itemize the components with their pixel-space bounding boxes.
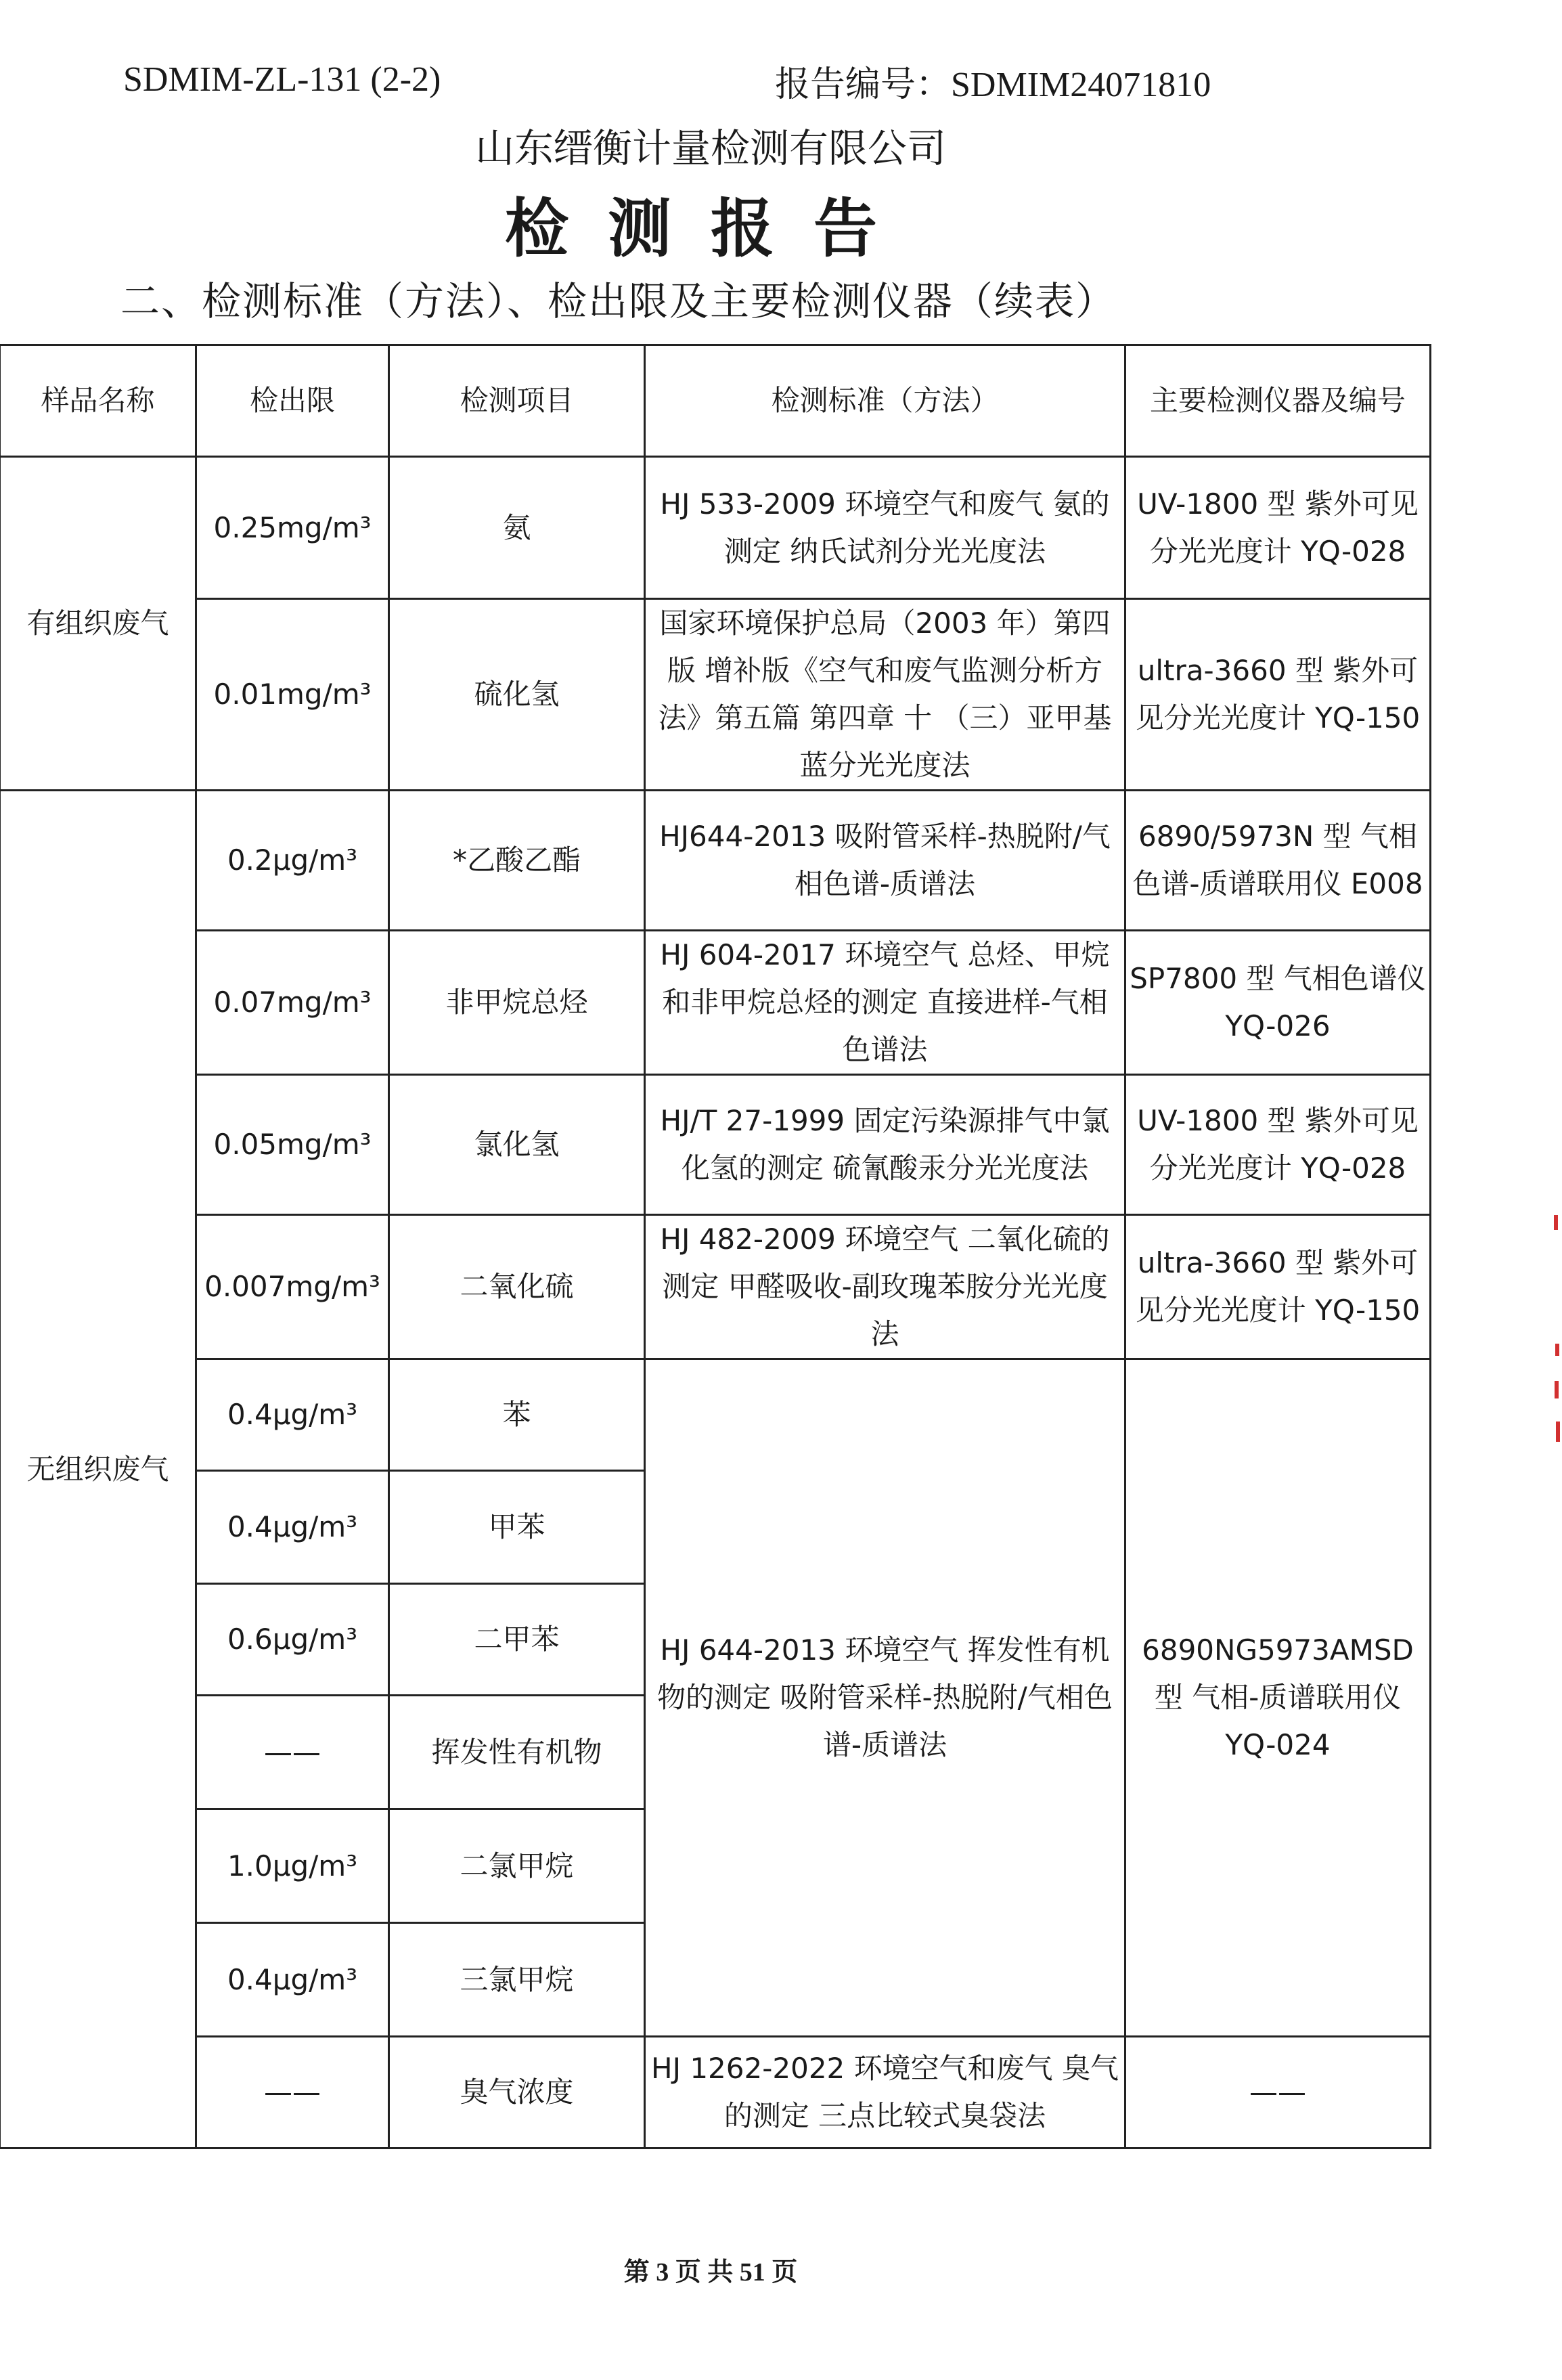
header-detection-limit: 检出限 [196,345,389,457]
header-test-standard: 检测标准（方法） [645,345,1125,457]
table-row [0,1359,1431,1471]
instrument: —— [1125,2037,1431,2148]
test-standard: HJ/T 27-1999 固定污染源排气中氯化氢的测定 硫氰酸汞分光光度法 [645,1075,1125,1215]
test-item: 三氯甲烷 [389,1923,645,2037]
detection-limit: 0.6μg/m³ [196,1584,389,1696]
detection-limit: 0.07mg/m³ [196,931,389,1075]
test-standard: HJ 604-2017 环境空气 总烃、甲烷和非甲烷总烃的测定 直接进样-气相色谱法 [645,931,1125,1075]
instrument: ultra-3660 型 紫外可见分光光度计 YQ-150 [1125,1215,1431,1359]
detection-limit: 1.0μg/m³ [196,1809,389,1923]
test-standard: HJ 1262-2022 环境空气和废气 臭气的测定 三点比较式臭袋法 [645,2037,1125,2148]
test-item: 挥发性有机物 [389,1696,645,1809]
document-code: SDMIM-ZL-131 (2-2) [123,60,441,99]
test-item: 臭气浓度 [389,2037,645,2148]
test-item: 二氯甲烷 [389,1809,645,1923]
detection-limit: —— [196,2037,389,2148]
seal-edge-mark [1556,1422,1560,1442]
table-header-row [0,345,1431,457]
detection-limit: 0.01mg/m³ [196,599,389,791]
standards-table [0,344,1431,2149]
voc-instrument: 6890NG5973AMSD 型 气相-质谱联用仪 YQ-024 [1125,1359,1431,2037]
section-title: 二、检测标准（方法）、检出限及主要检测仪器（续表） [120,278,1117,324]
table-row [0,1075,1431,1215]
detection-limit: —— [196,1696,389,1809]
test-item: 氯化氢 [389,1075,645,1215]
header-test-item: 检测项目 [389,345,645,457]
test-standard: HJ 482-2009 环境空气 二氧化硫的测定 甲醛吸收-副玫瑰苯胺分光光度法 [645,1215,1125,1359]
table-row [0,599,1431,791]
detection-limit: 0.05mg/m³ [196,1075,389,1215]
test-item: 硫化氢 [389,599,645,791]
test-standard: 国家环境保护总局（2003 年）第四版 增补版《空气和废气监测分析方法》第五篇 第四章 十 （三）亚甲基蓝分光光度法 [645,599,1125,791]
company-name: 山东缙衡计量检测有限公司 [474,125,946,171]
instrument: 6890/5973N 型 气相色谱-质谱联用仪 E008 [1125,791,1431,931]
table-row [0,2037,1431,2148]
detection-limit: 0.4μg/m³ [196,1923,389,2037]
instrument: ultra-3660 型 紫外可见分光光度计 YQ-150 [1125,599,1431,791]
seal-edge-mark [1555,1344,1559,1356]
table-row [0,1215,1431,1359]
table-row [0,457,1431,599]
report-number: 报告编号：SDMIM24071810 [775,66,1211,104]
page-number: 第 3 页 共 51 页 [623,2258,798,2287]
test-item: 二氧化硫 [389,1215,645,1359]
detection-limit: 0.25mg/m³ [196,457,389,599]
test-item: 甲苯 [389,1471,645,1584]
test-item: 非甲烷总烃 [389,931,645,1075]
table-row [0,791,1431,931]
detection-limit: 0.007mg/m³ [196,1215,389,1359]
table-row [0,931,1431,1075]
group-organized-waste-gas: 有组织废气 [0,457,196,791]
header-instrument: 主要检测仪器及编号 [1125,345,1431,457]
detection-limit: 0.2μg/m³ [196,791,389,931]
seal-edge-mark [1555,1381,1559,1398]
test-standard: HJ 533-2009 环境空气和废气 氨的测定 纳氏试剂分光光度法 [645,457,1125,599]
voc-test-standard: HJ 644-2013 环境空气 挥发性有机物的测定 吸附管采样-热脱附/气相色谱-质谱法 [645,1359,1125,2037]
test-standard: HJ644-2013 吸附管采样-热脱附/气相色谱-质谱法 [645,791,1125,931]
test-item: 二甲苯 [389,1584,645,1696]
seal-edge-mark [1554,1215,1558,1230]
detection-limit: 0.4μg/m³ [196,1359,389,1471]
detection-limit: 0.4μg/m³ [196,1471,389,1584]
test-item: 氨 [389,457,645,599]
instrument: UV-1800 型 紫外可见分光光度计 YQ-028 [1125,1075,1431,1215]
instrument: SP7800 型 气相色谱仪 YQ-026 [1125,931,1431,1075]
group-unorganized-waste-gas: 无组织废气 [0,791,196,2148]
test-item: *乙酸乙酯 [389,791,645,931]
report-title: 检测报告 [504,192,916,266]
test-item: 苯 [389,1359,645,1471]
instrument: UV-1800 型 紫外可见分光光度计 YQ-028 [1125,457,1431,599]
header-sample-name: 样品名称 [0,345,196,457]
